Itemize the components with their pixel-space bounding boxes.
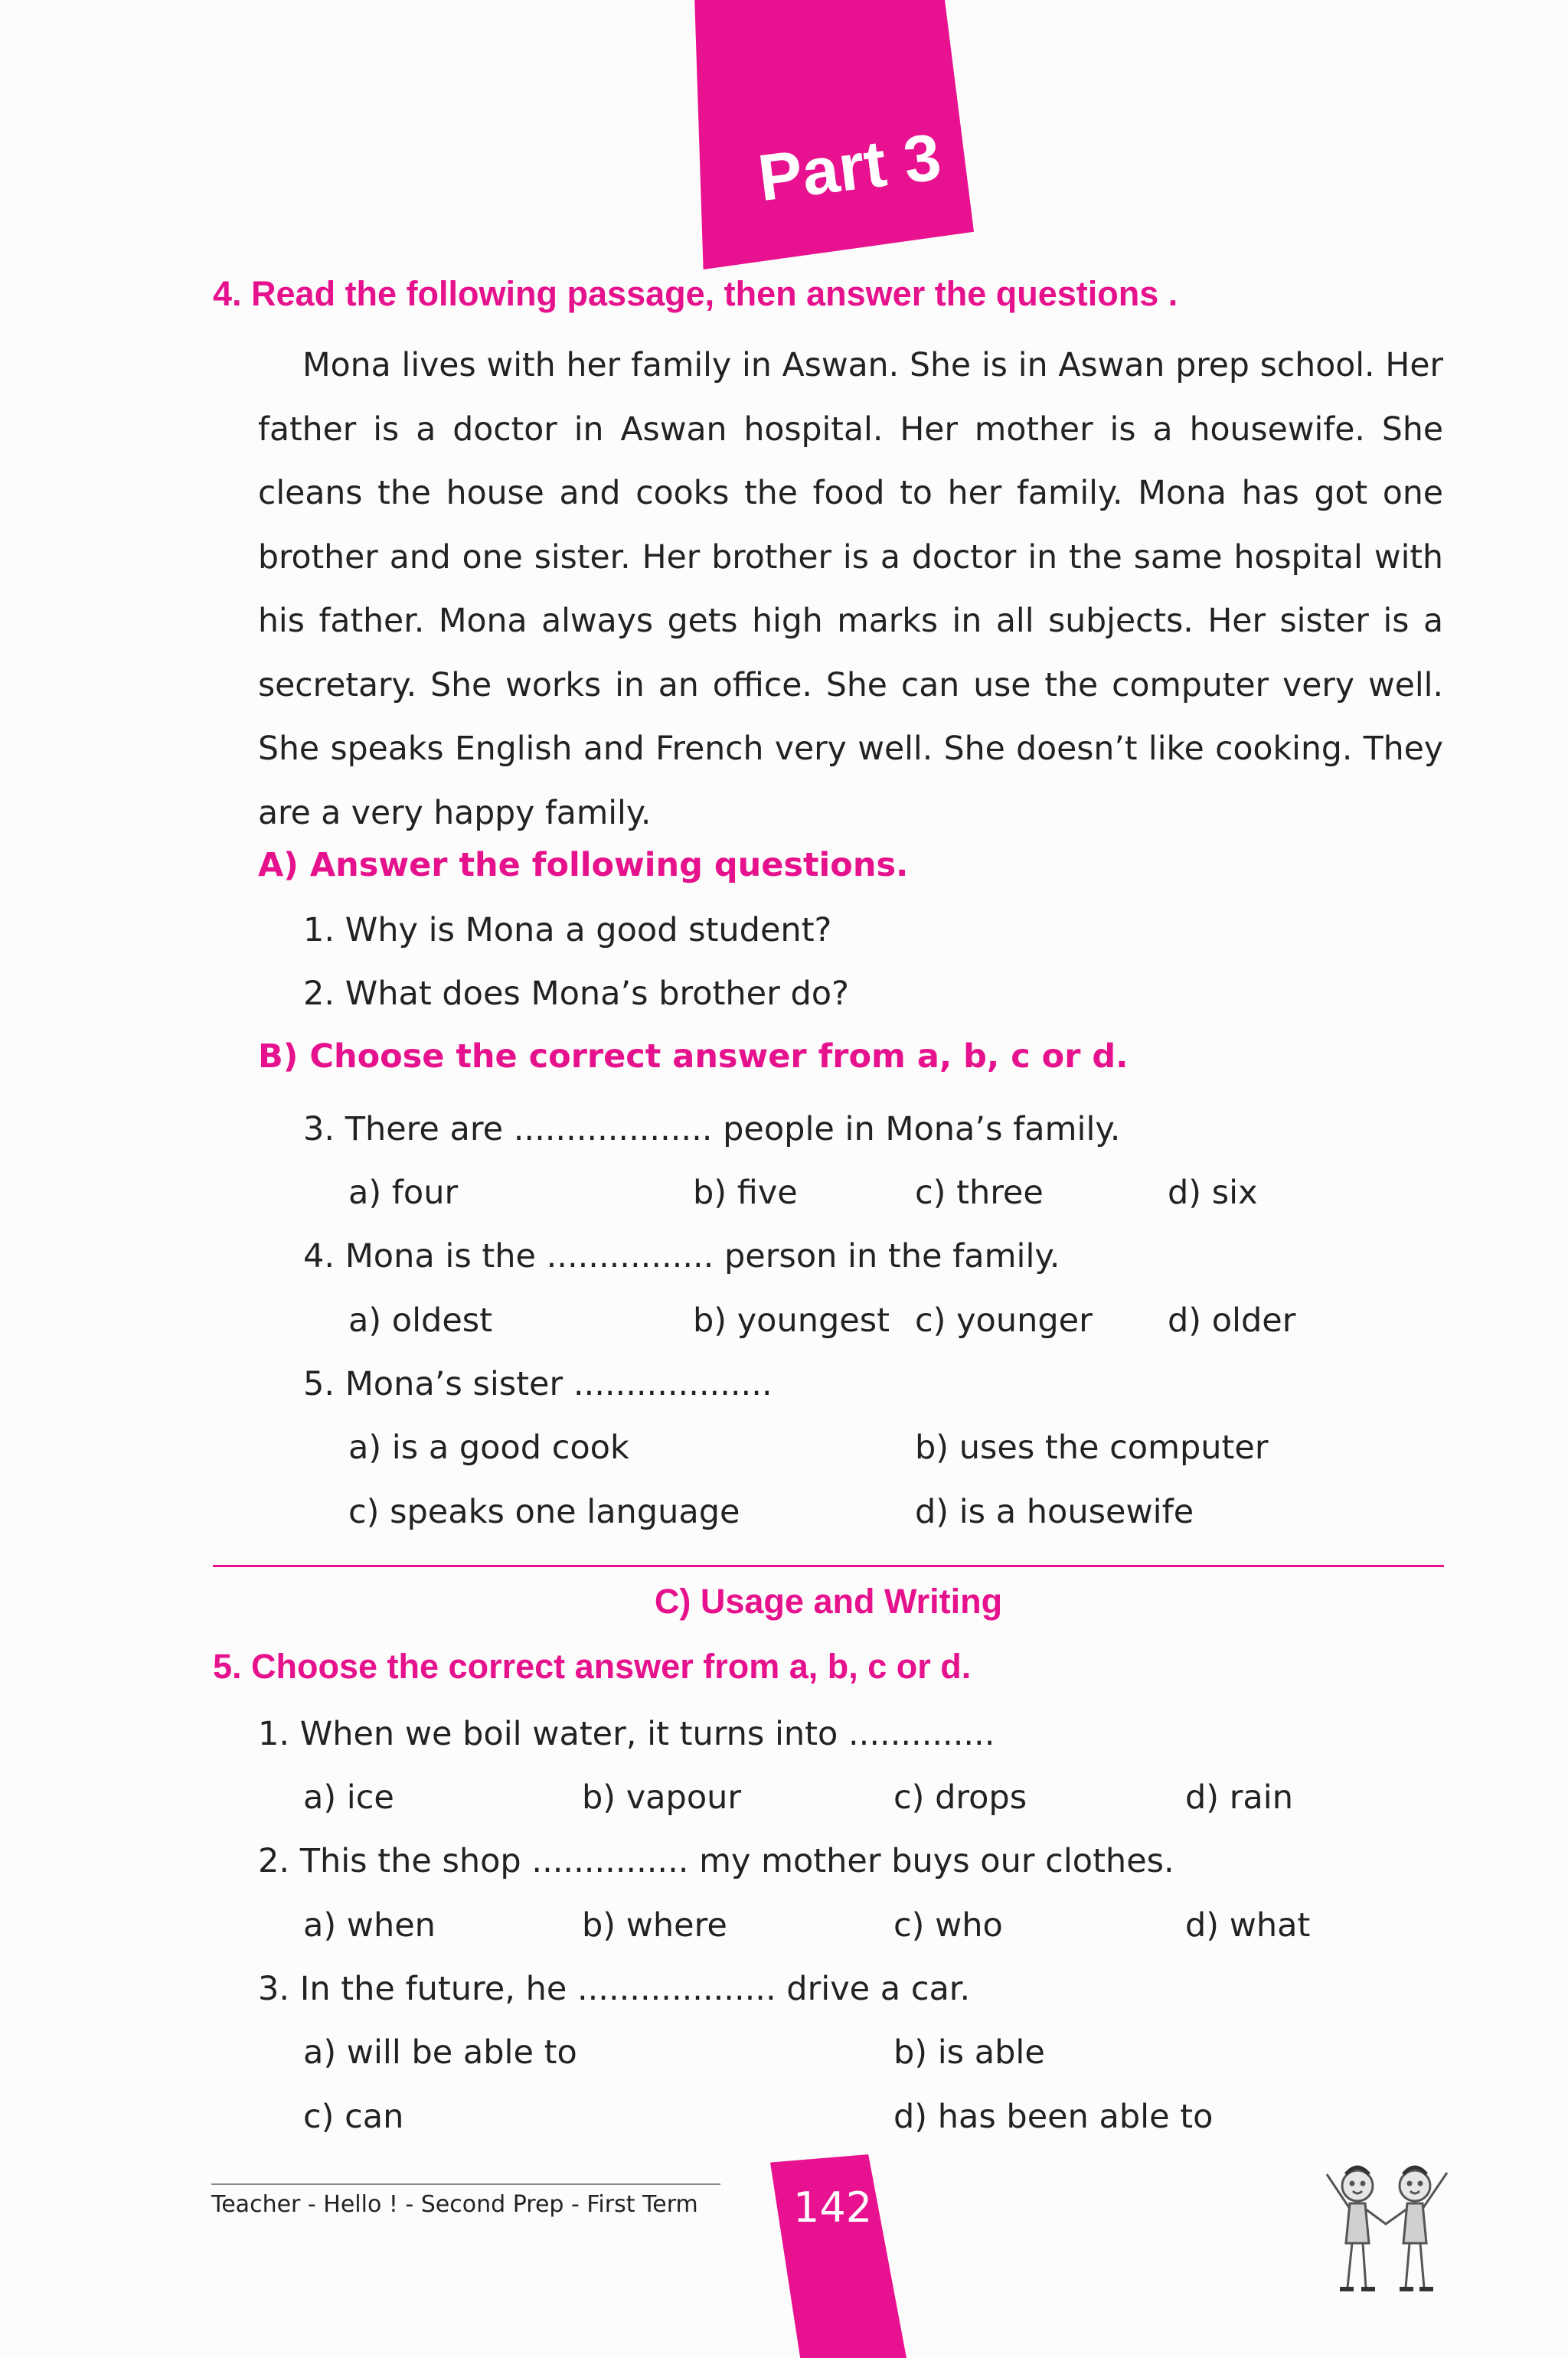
question-5-heading: 5. Choose the correct answer from a, b, c or d. [213, 1647, 972, 1686]
question-b4: 4. Mona is the ................ person in the family. [303, 1237, 1060, 1275]
part-a-heading: A) Answer the following questions. [258, 846, 909, 884]
option-5-1-a: a) ice [303, 1778, 394, 1817]
option-5-2-a: a) when [303, 1906, 436, 1945]
option-5-2-d: d) what [1185, 1906, 1311, 1945]
option-b4-b: b) youngest [693, 1301, 890, 1340]
option-b3-c: c) three [915, 1174, 1044, 1212]
question-b3: 3. There are ................... people in Mona’s family. [303, 1110, 1121, 1148]
option-b5-b: b) uses the computer [915, 1429, 1269, 1467]
option-b3-b: b) five [693, 1174, 798, 1212]
option-b4-d: d) older [1168, 1301, 1296, 1340]
part-title: Part 3 [754, 119, 946, 216]
section-divider [213, 1565, 1444, 1567]
option-5-1-d: d) rain [1185, 1778, 1293, 1817]
question-a1: 1. Why is Mona a good student? [303, 911, 832, 949]
question-b5: 5. Mona’s sister ................... [303, 1365, 773, 1403]
part-b-heading: B) Choose the correct answer from a, b, c or d. [258, 1037, 1129, 1076]
reading-passage: Mona lives with her family in Aswan. She is in Aswan prep school. Her father is a doctor in Aswan hospital. Her mother is a housewife. She cleans the house and cooks the food to her family. Mona has got one brother and one sister. Her brother is a doctor in the same hospital with his father. Mona always gets high marks in all subjects. Her sister is a secretary. She works in an office. She can use the computer very well. She speaks English and French very well. She doesn’t like cooking. They are a very happy family. [258, 347, 1443, 832]
question-5-1: 1. When we boil water, it turns into .............. [258, 1715, 995, 1753]
option-b3-a: a) four [348, 1174, 459, 1212]
option-5-3-a: a) will be able to [303, 2033, 577, 2072]
option-b5-c: c) speaks one language [348, 1493, 740, 1531]
option-5-3-b: b) is able [893, 2033, 1045, 2072]
children-cartoon-icon [1315, 2151, 1461, 2304]
option-5-3-c: c) can [303, 2098, 404, 2136]
question-5-2: 2. This the shop ............... my mother buys our clothes. [258, 1842, 1174, 1880]
footer-book-title: Teacher - Hello ! - Second Prep - First Term [211, 2191, 698, 2218]
option-b5-a: a) is a good cook [348, 1429, 629, 1467]
question-4-heading: 4. Read the following passage, then answer the questions . [213, 274, 1178, 313]
question-a2: 2. What does Mona’s brother do? [303, 975, 849, 1013]
page-number: 142 [793, 2183, 873, 2232]
question-5-3: 3. In the future, he ................... drive a car. [258, 1970, 971, 2008]
section-c-title: C) Usage and Writing [654, 1582, 1003, 1621]
option-5-1-b: b) vapour [582, 1778, 742, 1817]
option-5-2-b: b) where [582, 1906, 727, 1945]
footer-rule [211, 2183, 720, 2185]
option-5-2-c: c) who [893, 1906, 1003, 1945]
option-b4-a: a) oldest [348, 1301, 493, 1340]
option-b3-d: d) six [1168, 1174, 1258, 1212]
option-5-1-c: c) drops [893, 1778, 1027, 1817]
option-b5-d: d) is a housewife [915, 1493, 1194, 1531]
option-5-3-d: d) has been able to [893, 2098, 1214, 2136]
option-b4-c: c) younger [915, 1301, 1093, 1340]
